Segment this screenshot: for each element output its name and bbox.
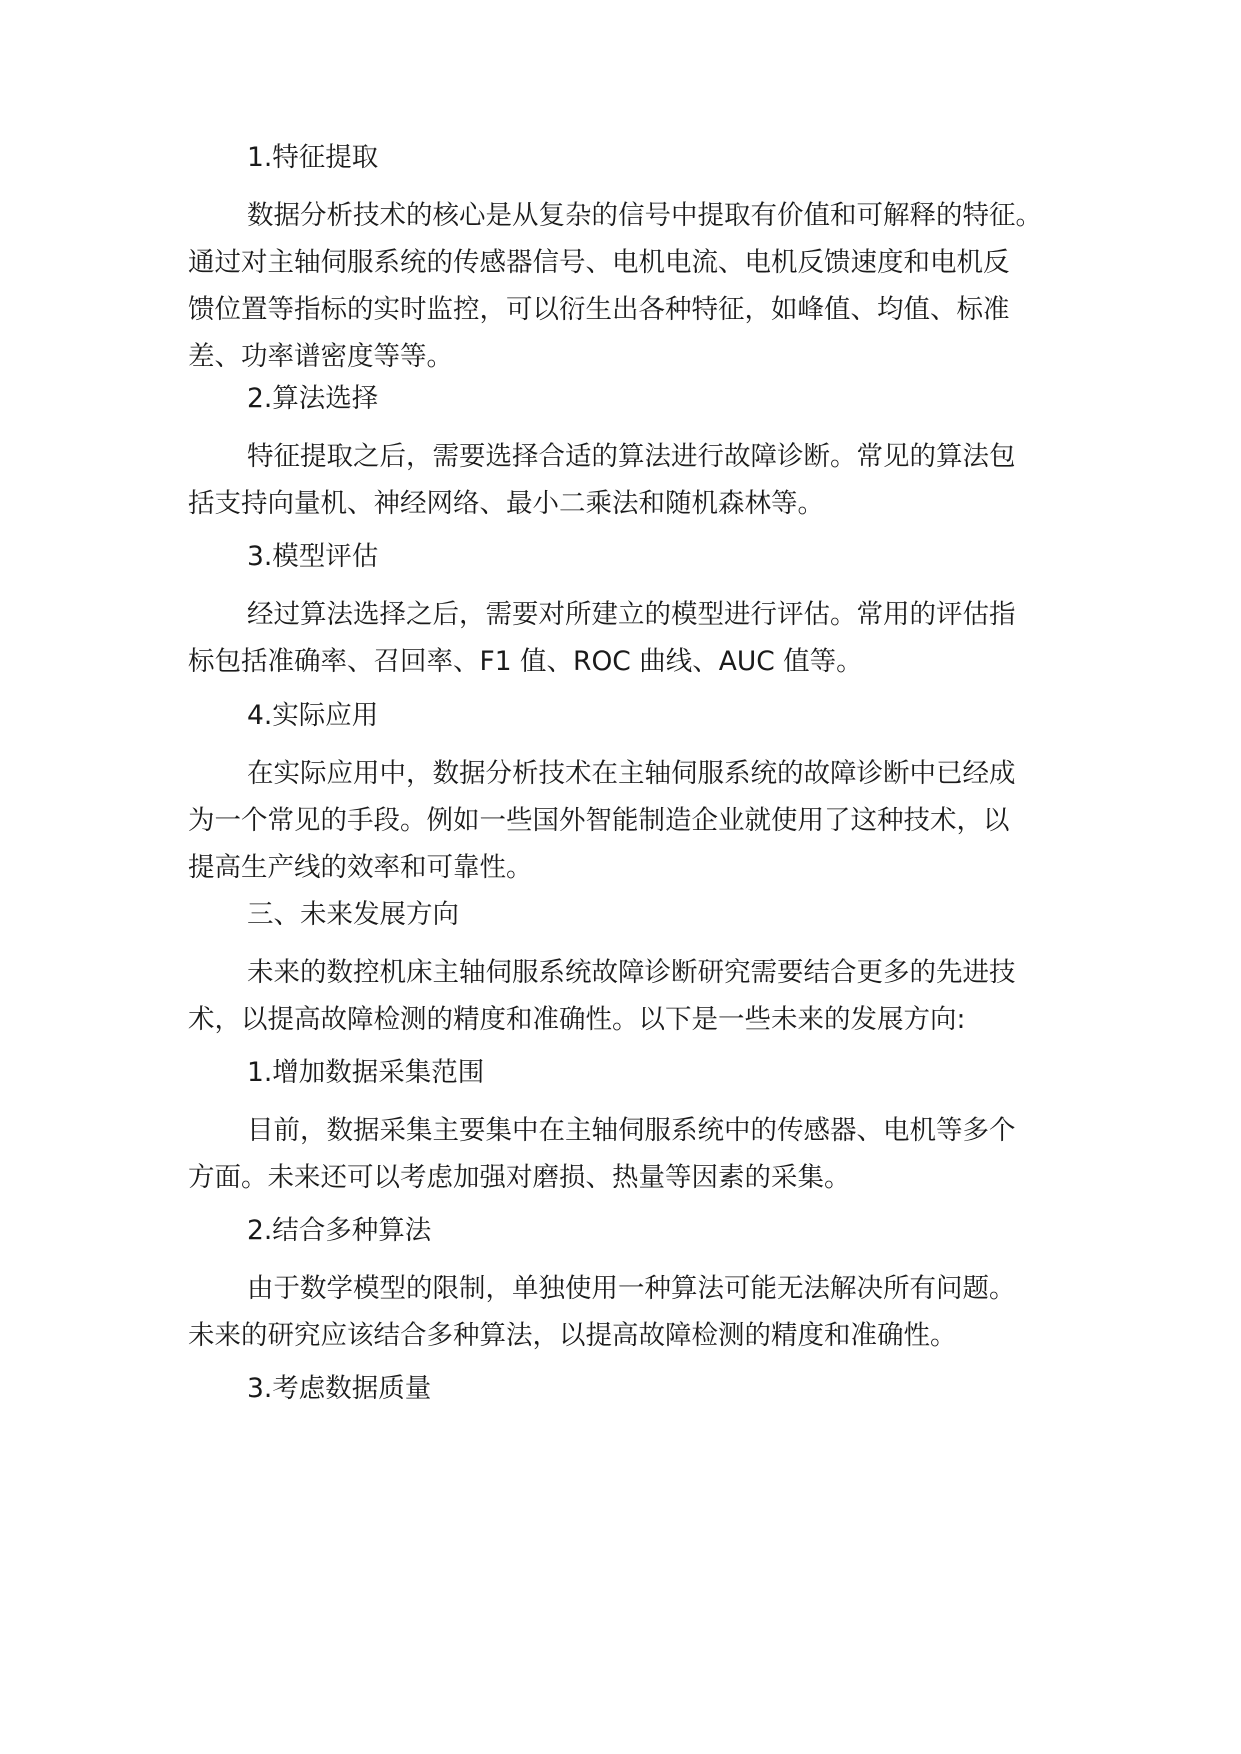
paragraph-line: 方面。未来还可以考虑加强对磨损、热量等因素的采集。 xyxy=(188,1162,851,1193)
paragraph-line: 由于数学模型的限制，单独使用一种算法可能无法解决所有问题。 xyxy=(247,1273,1016,1304)
section-heading xyxy=(188,891,1073,938)
paragraph xyxy=(188,750,1073,891)
paragraph xyxy=(188,591,1073,685)
section-heading xyxy=(188,134,1073,181)
heading-text: 1.增加数据采集范围 xyxy=(247,1057,485,1088)
paragraph-line: 数据分析技术的核心是从复杂的信号中提取有价值和可解释的特征。 xyxy=(247,200,1042,231)
heading-text: 2.算法选择 xyxy=(247,383,379,414)
paragraph-line: 差、功率谱密度等等。 xyxy=(188,341,453,372)
paragraph-line: 未来的数控机床主轴伺服系统故障诊断研究需要结合更多的先进技 xyxy=(247,957,1016,988)
paragraph-line: 术，以提高故障检测的精度和准确性。以下是一些未来的发展方向: xyxy=(188,1004,966,1035)
section-heading xyxy=(188,533,1073,580)
paragraph-line: 为一个常见的手段。例如一些国外智能制造企业就使用了这种技术，以 xyxy=(188,805,1010,836)
section-heading xyxy=(188,1207,1073,1254)
paragraph-line: 通过对主轴伺服系统的传感器信号、电机电流、电机反馈速度和电机反 xyxy=(188,247,1010,278)
section-heading xyxy=(188,1049,1073,1096)
heading-text: 4.实际应用 xyxy=(247,700,379,731)
paragraph-line: 目前，数据采集主要集中在主轴伺服系统中的传感器、电机等多个 xyxy=(247,1115,1016,1146)
paragraph-line: 提高生产线的效率和可靠性。 xyxy=(188,852,533,883)
paragraph xyxy=(188,1265,1073,1359)
paragraph-line: 未来的研究应该结合多种算法，以提高故障检测的精度和准确性。 xyxy=(188,1320,957,1351)
paragraph xyxy=(188,192,1073,380)
paragraph-line: 馈位置等指标的实时监控，可以衍生出各种特征，如峰值、均值、标准 xyxy=(188,294,1010,325)
paragraph xyxy=(188,949,1073,1043)
paragraph-line: 特征提取之后，需要选择合适的算法进行故障诊断。常见的算法包 xyxy=(247,441,1016,472)
section-heading xyxy=(188,375,1073,422)
heading-text: 三、未来发展方向 xyxy=(247,899,459,930)
section-heading xyxy=(188,1365,1073,1412)
heading-text: 3.考虑数据质量 xyxy=(247,1373,432,1404)
paragraph-line: 在实际应用中，数据分析技术在主轴伺服系统的故障诊断中已经成 xyxy=(247,758,1016,789)
heading-text: 3.模型评估 xyxy=(247,541,379,572)
heading-text: 2.结合多种算法 xyxy=(247,1215,432,1246)
section-heading xyxy=(188,692,1073,739)
paragraph xyxy=(188,433,1073,527)
paragraph-line: 经过算法选择之后，需要对所建立的模型进行评估。常用的评估指 xyxy=(247,599,1016,630)
paragraph xyxy=(188,1107,1073,1201)
heading-text: 1.特征提取 xyxy=(247,142,379,173)
paragraph-line: 括支持向量机、神经网络、最小二乘法和随机森林等。 xyxy=(188,488,824,519)
paragraph-line: 标包括准确率、召回率、F1 值、ROC 曲线、AUC 值等。 xyxy=(188,646,863,677)
